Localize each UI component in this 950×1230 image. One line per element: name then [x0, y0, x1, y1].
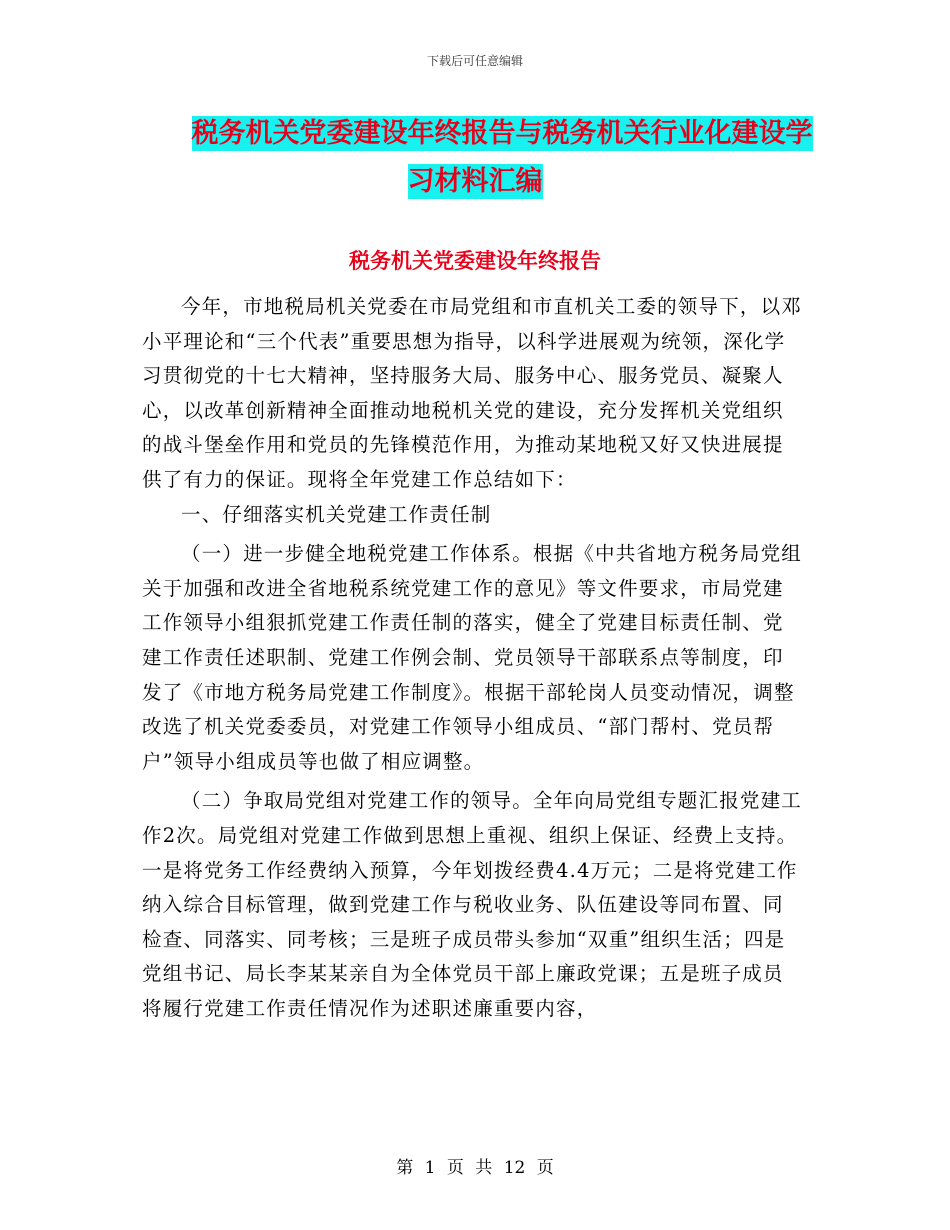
title-line-1: 税务机关党委建设年终报告与税务机关行业化建设学: [191, 118, 813, 149]
page-footer: 第 1 页 共 12 页: [396, 1158, 554, 1178]
section-title: 税务机关党委建设年终报告: [349, 249, 601, 273]
paragraph-sub-1: （一）进一步健全地税党建工作体系。根据《中共省地方税务局党组关于加强和改进全省地税系统党建工作的意见》等文件要求，市局党建工作领导小组狠抓党建工作责任制的落实，健全了党建目标责任制、党建工作责任述职制、党建工作例会制、党员领导干部联系点等制度，印发了《市地方税务局党建工作制度》。根据干部轮岗人员变动情况，调整改选了机关党委委员，对党建工作领导小组成员、“部门帮村、党员帮户”领导小组成员等也做了相应调整。: [142, 542, 803, 773]
body-text: [142, 290, 802, 1026]
title-line-2: 习材料汇编: [407, 166, 543, 197]
document-title: [0, 110, 950, 206]
paragraph-heading-1: 一、仔细落实机关党建工作责任制: [181, 502, 492, 526]
header-note: 下载后可任意编辑: [426, 54, 523, 68]
paragraph-sub-2: （二）争取局党组对党建工作的领导。全年向局党组专题汇报党建工作2次。局党组对党建工作做到思想上重视、组织上保证、经费上支持。一是将党务工作经费纳入预算，今年划拨经费4.4万元；二是将党建工作纳入综合目标管理，做到党建工作与税收业务、队伍建设等同布置、同检查、同落实、同考核；三是班子成员带头参加“双重”组织生活；四是党组书记、局长李某某亲自为全体党员干部上廉政党课；五是班子成员将履行党建工作责任情况作为述职述廉重要内容，: [142, 789, 803, 1020]
paragraph-intro: 今年，市地税局机关党委在市局党组和市直机关工委的领导下，以邓小平理论和“三个代表”重要思想为指导，以科学进展观为统领，深化学习贯彻党的十七大精神，坚持服务大局、服务中心、服务党员、凝聚人心，以改革创新精神全面推动地税机关党的建设，充分发挥机关党组织的战斗堡垒作用和党员的先锋模范作用，为推动某地税又好又快进展提供了有力的保证。现将全年党建工作总结如下：: [142, 295, 803, 491]
